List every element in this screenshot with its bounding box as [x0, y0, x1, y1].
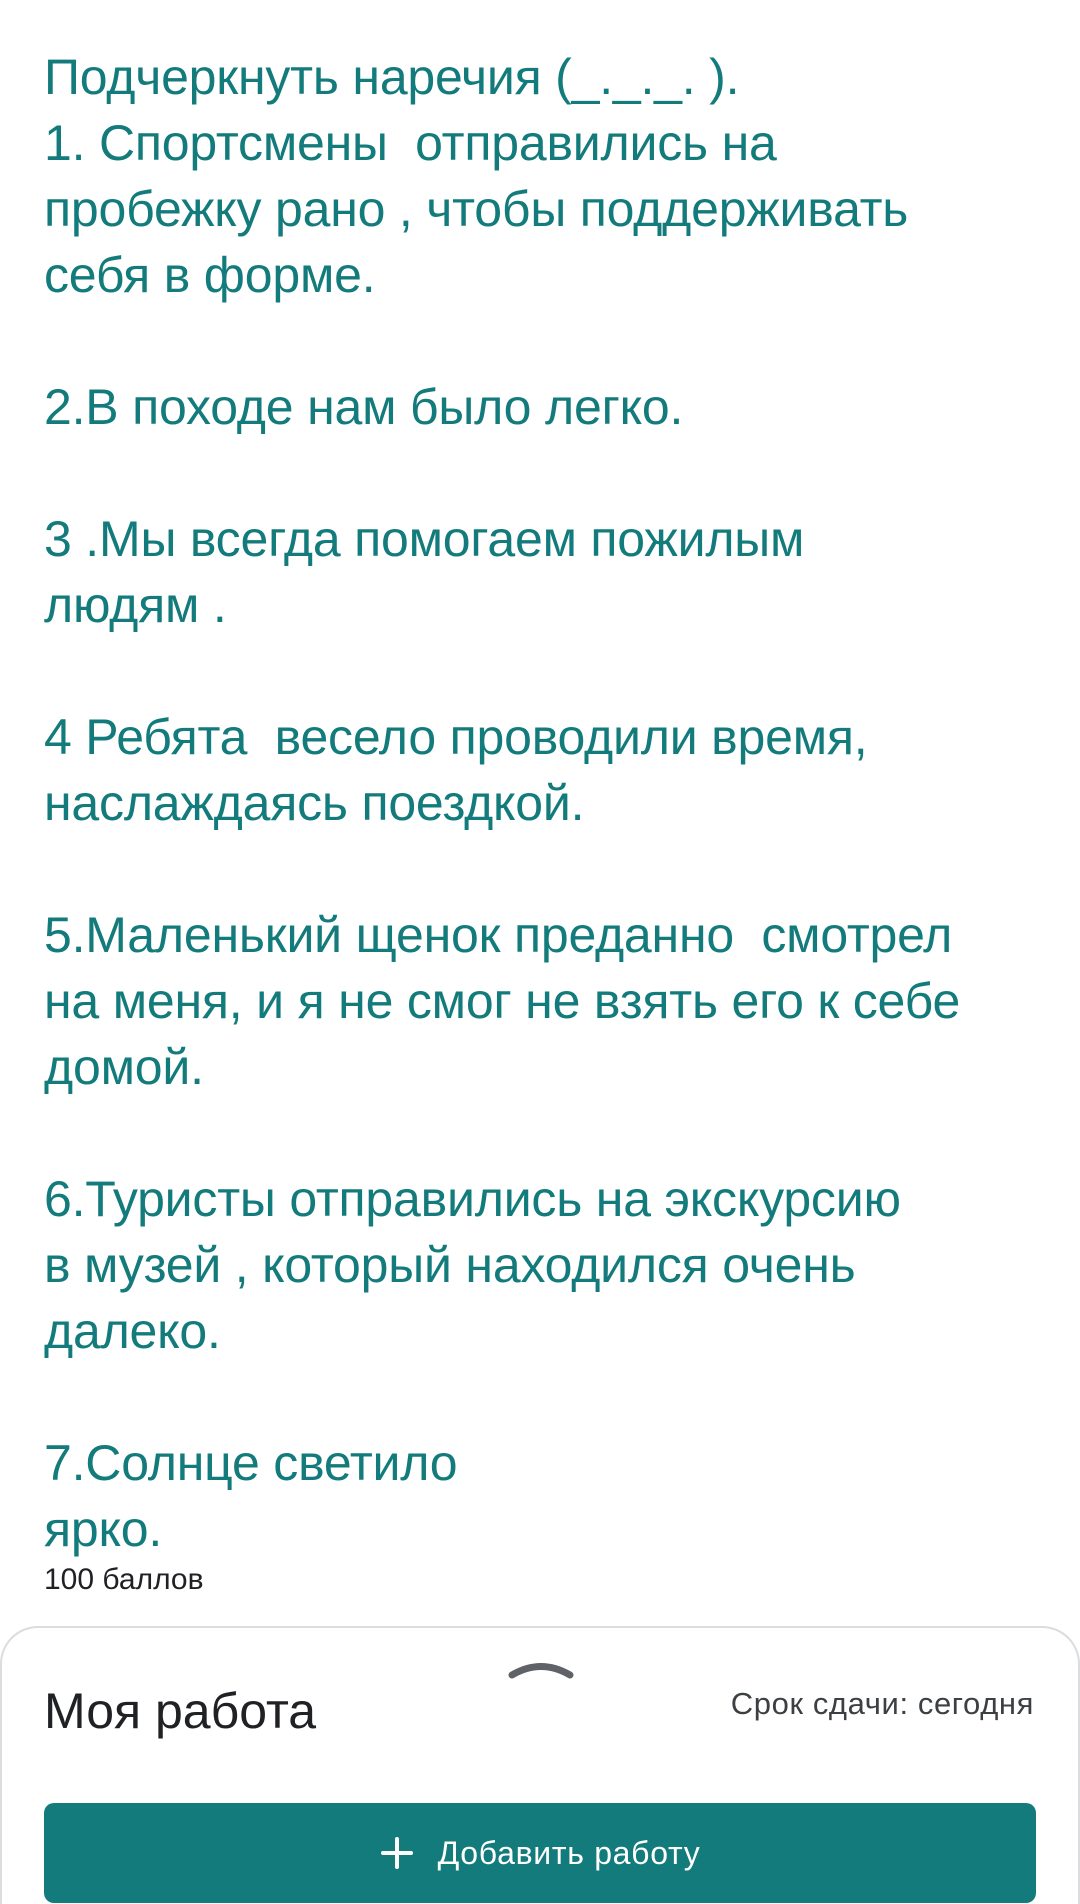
sentence-5-line-3: домой. — [44, 1039, 204, 1095]
sentence-4-line-1: 4 Ребята весело проводили время, — [44, 709, 868, 765]
paragraph-gap — [44, 836, 1044, 902]
sentence-3-line-1: 3 .Мы всегда помогаем пожилым — [44, 511, 805, 567]
sentence-5-line-1: 5.Маленький щенок преданно смотрел — [44, 907, 953, 963]
sentence-4-line-2: наслаждаясь поездкой. — [44, 775, 585, 831]
sentence-7-line-2: ярко. — [44, 1501, 163, 1557]
plus-icon — [380, 1836, 414, 1870]
paragraph-gap — [44, 308, 1044, 374]
sentence-6-line-1: 6.Туристы отправились на экскурсию — [44, 1171, 901, 1227]
sentence-1-line-2: пробежку рано , чтобы поддерживать — [44, 181, 909, 237]
sentence-1-line-3: себя в форме. — [44, 247, 376, 303]
paragraph-gap — [44, 1100, 1044, 1166]
add-work-label: Добавить работу — [437, 1835, 701, 1871]
sentence-6-line-3: далеко. — [44, 1303, 221, 1359]
paragraph-gap — [44, 1364, 1044, 1430]
sentence-3-line-2: людям . — [44, 577, 227, 633]
sentence-2: 2.В походе нам было легко. — [44, 379, 684, 435]
due-date-label: Срок сдачи: сегодня — [730, 1686, 1034, 1721]
paragraph-gap — [44, 440, 1044, 506]
paragraph-gap — [44, 638, 1044, 704]
points-label: 100 баллов — [44, 1563, 204, 1596]
assignment-instructions — [44, 44, 1044, 1562]
sentence-1-line-1: 1. Спортсмены отправились на — [44, 115, 777, 171]
add-work-button[interactable] — [44, 1803, 1036, 1903]
instruction-title: Подчеркнуть наречия (_._._. ). — [44, 49, 740, 105]
sentence-7-line-1: 7.Солнце светило — [44, 1435, 458, 1491]
sentence-6-line-2: в музей , который находился очень — [44, 1237, 856, 1293]
my-work-title: Моя работа — [44, 1683, 317, 1739]
sentence-5-line-2: на меня, и я не смог не взять его к себе — [44, 973, 961, 1029]
chevron-up-icon[interactable] — [508, 1650, 574, 1680]
